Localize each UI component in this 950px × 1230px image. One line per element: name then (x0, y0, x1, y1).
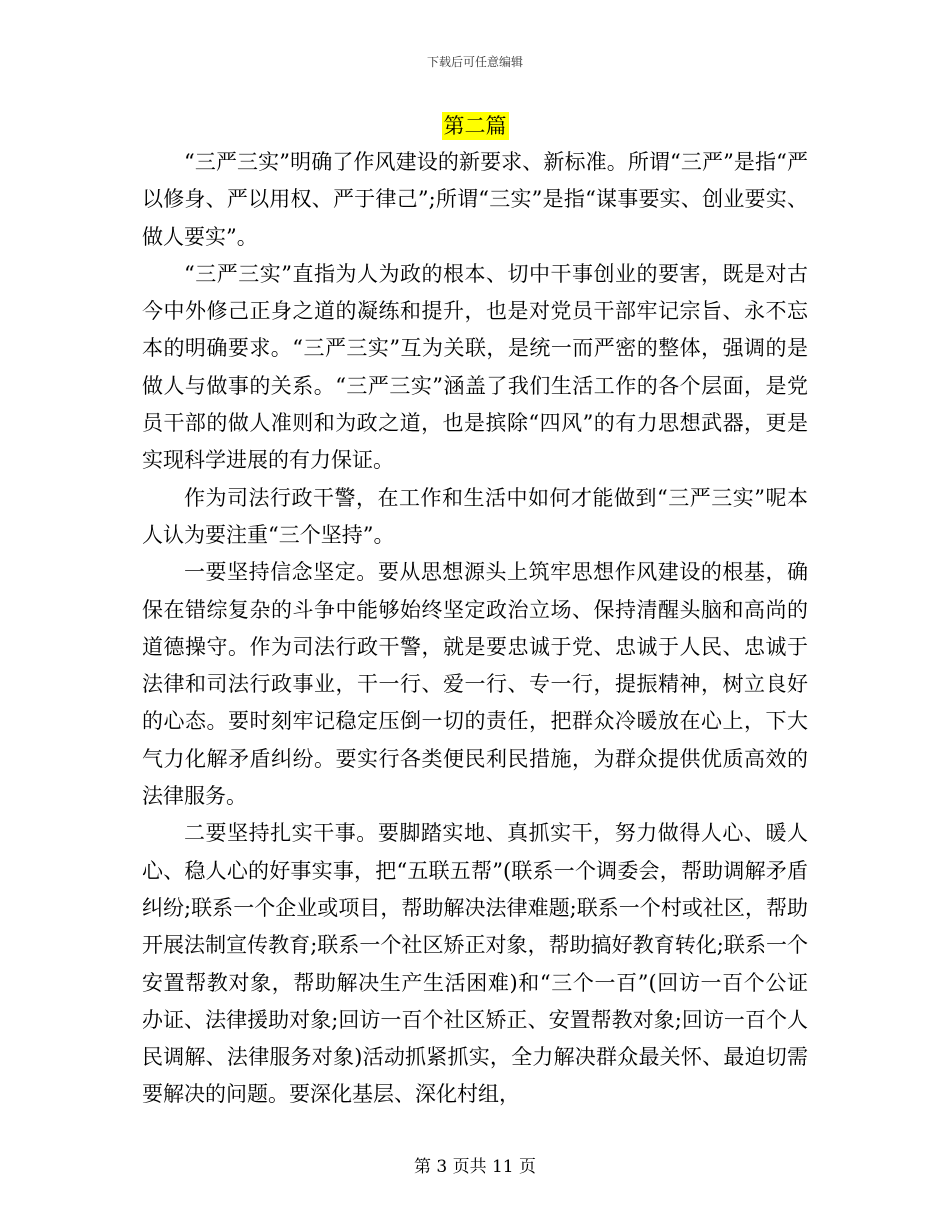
title-container (0, 112, 950, 140)
page-footer: 第 3 页共 11 页 (413, 1157, 537, 1177)
document-title: 第二篇 (443, 114, 507, 138)
document-body (142, 144, 808, 1114)
paragraph-3: 作为司法行政干警，在工作和生活中如何才能做到“三严三实”呢本人认为要注重“三个坚持”。 (142, 485, 808, 547)
paragraph-2: “三严三实”直指为人为政的根本、切中干事创业的要害，既是对古今中外修己正身之道的凝练和提升，也是对党员干部牢记宗旨、永不忘本的明确要求。“三严三实”互为关联，是统一而严密的整体，强调的是做人与做事的关系。“三严三实”涵盖了我们生活工作的各个层面，是党员干部的做人准则和为政之道，也是摈除“四风”的有力思想武器，更是实现科学进展的有力保证。 (142, 261, 808, 473)
paragraph-1: “三严三实”明确了作风建设的新要求、新标准。所谓“三严”是指“严以修身、严以用权、严于律己”;所谓“三实”是指“谋事要实、创业要实、做人要实”。 (142, 150, 808, 249)
page-header: 下载后可任意编辑 (426, 55, 523, 69)
paragraph-5: 二要坚持扎实干事。要脚踏实地、真抓实干，努力做得人心、暖人心、稳人心的好事实事，把“五联五帮”(联系一个调委会，帮助调解矛盾纠纷;联系一个企业或项目，帮助解决法律难题;联系一个村或社区，帮助开展法制宣传教育;联系一个社区矫正对象，帮助搞好教育转化;联系一个安置帮教对象，帮助解决生产生活困难)和“三个一百”(回访一百个公证办证、法律援助对象;回访一百个社区矫正、安置帮教对象;回访一百个人民调解、法律服务对象)活动抓紧抓实，全力解决群众最关怀、最迫切需要解决的问题。要深化基层、深化村组， (142, 821, 808, 1107)
paragraph-4: 一要坚持信念坚定。要从思想源头上筑牢思想作风建设的根基，确保在错综复杂的斗争中能够始终坚定政治立场、保持清醒头脑和高尚的道德操守。作为司法行政干警，就是要忠诚于党、忠诚于人民、忠诚于法律和司法行政事业，干一行、爱一行、专一行，提振精神，树立良好的心态。要时刻牢记稳定压倒一切的责任，把群众冷暖放在心上，下大气力化解矛盾纠纷。要实行各类便民利民措施，为群众提供优质高效的法律服务。 (142, 560, 808, 809)
